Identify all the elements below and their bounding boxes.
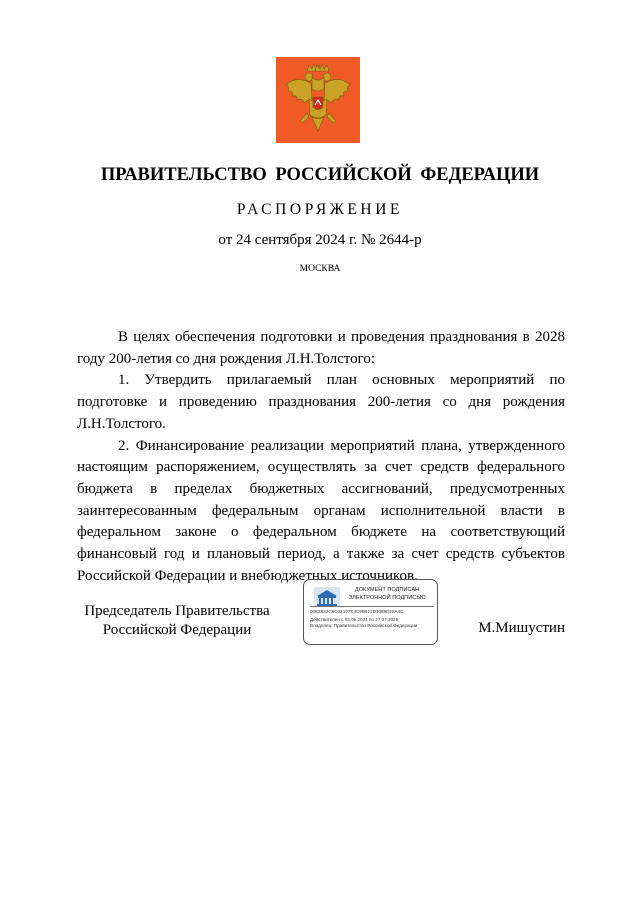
electronic-signature-stamp xyxy=(303,579,438,645)
body-paragraph: 1. Утвердить прилагаемый план основных мероприятий по подготовке и проведению празднования 200-летия со дня рождения Л.Н.Толстого. xyxy=(77,372,565,432)
signatory-position-line: Председатель Правительства xyxy=(84,603,270,619)
body-paragraph: 2. Финансирование реализации мероприятий плана, утвержденного настоящим распоряжением, осуществлять за счет средств федерального бюджета в пределах бюджетных ассигнований, предусмотренных заинтересованным федеральным органам исполнительной власти в федеральном законе о федеральном бюджете на соответствующий финансовый год и плановый период, а также за счет средств субъектов Российской Федерации и внебюджетных источников. xyxy=(77,437,565,584)
document-body xyxy=(77,327,565,587)
stamp-details xyxy=(310,617,434,629)
signatory-name: М.Мишустин xyxy=(478,620,565,636)
government-building-icon xyxy=(314,587,340,607)
stamp-owner: Владелец: Правительство Российской Федерации xyxy=(310,623,418,628)
document-date-number: от 24 сентября 2024 г. № 2644-р xyxy=(218,232,422,248)
signatory-position-line: Российской Федерации xyxy=(102,622,252,638)
stamp-title xyxy=(340,587,434,602)
document-place: МОСКВА xyxy=(299,264,341,274)
government-title: ПРАВИТЕЛЬСТВО РОССИЙСКОЙ ФЕДЕРАЦИИ xyxy=(100,165,540,185)
stamp-certificate: 00E3632C6C02197E4C9B921D3089D28A4C xyxy=(310,609,404,614)
stamp-divider xyxy=(310,606,434,607)
body-paragraph: В целях обеспечения подготовки и проведения празднования в 2028 году 200-летия со дня рождения Л.Н.Толстого: xyxy=(77,329,565,367)
stamp-title-line: ЭЛЕКТРОННОЙ ПОДПИСЬЮ xyxy=(348,594,426,601)
coat-of-arms-icon xyxy=(276,57,360,143)
stamp-validity: Действителен с 03.05.2024 по 27.07.2025 xyxy=(310,617,399,622)
signatory-position xyxy=(77,602,277,640)
document-type: РАСПОРЯЖЕНИЕ xyxy=(236,201,404,218)
stamp-title-line: ДОКУМЕНТ ПОДПИСАН xyxy=(354,587,420,593)
